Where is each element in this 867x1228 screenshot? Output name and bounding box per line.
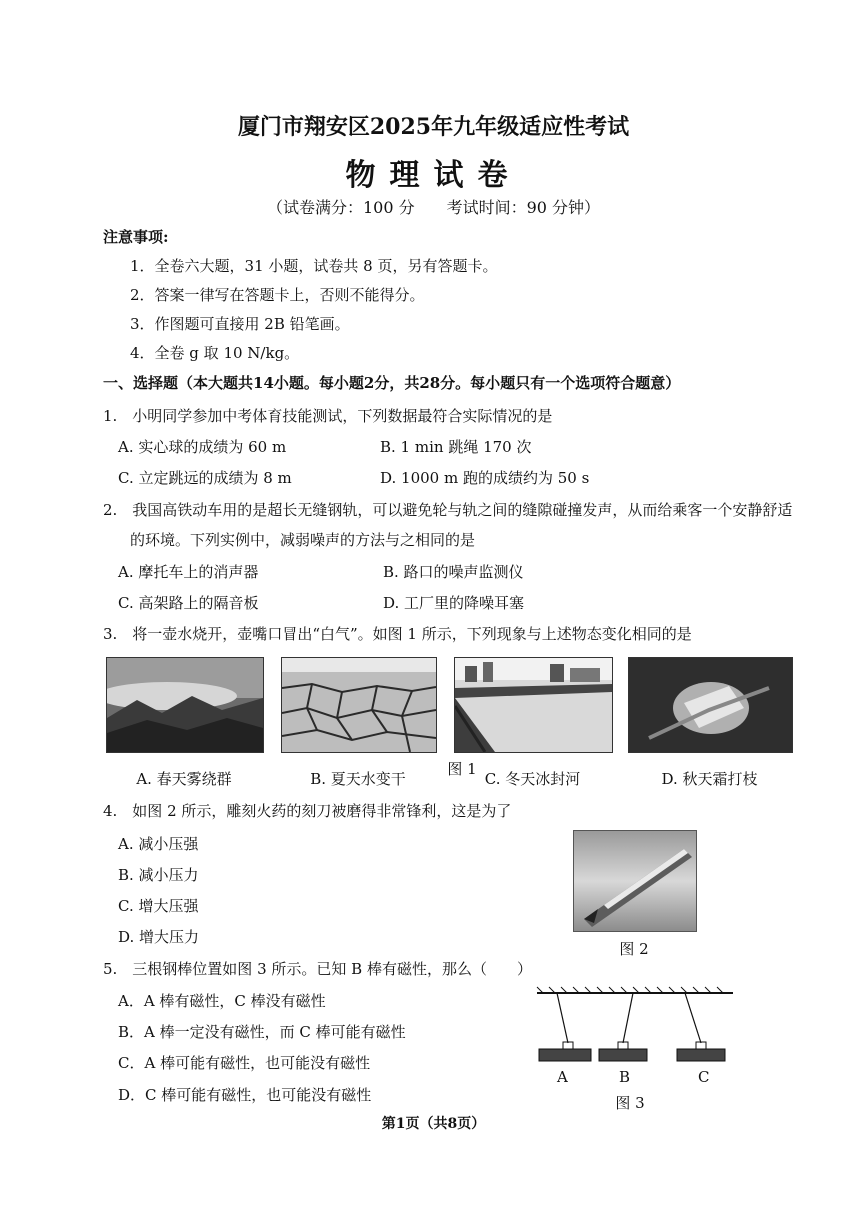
- question-2-stem: 2. 我国高铁动车用的是超长无缝钢轨，可以避免轮与轨之间的缝隙碰撞发声，从而给乘客一个安静舒适: [103, 501, 793, 519]
- notes-heading: 注意事项:: [103, 228, 169, 246]
- rod-label-a: A: [557, 1068, 568, 1086]
- figure-3-caption: 图 3: [615, 1094, 645, 1112]
- q5-option-b: B．A 棒一定没有磁性，而 C 棒可能有磁性: [118, 1023, 406, 1041]
- q1-option-a: A. 实心球的成绩为 60 m: [118, 438, 287, 456]
- q2-option-a: A. 摩托车上的消声器: [118, 563, 259, 581]
- q3-option-b: B. 夏天水变干: [310, 770, 406, 788]
- question-5-stem: 5. 三根钢棒位置如图 3 所示。已知 B 棒有磁性，那么（ ）: [103, 960, 532, 978]
- q2-option-d: D. 工厂里的降噪耳塞: [383, 594, 525, 612]
- question-3-stem: 3. 将一壶水烧开，壶嘴口冒出“白气”。如图 1 所示，下列现象与上述物态变化相同的是: [103, 625, 692, 643]
- q4-option-b: B. 减小压力: [118, 866, 199, 884]
- exam-title: 厦门市翔安区2025年九年级适应性考试: [237, 114, 630, 140]
- q1-option-c: C. 立定跳远的成绩为 8 m: [118, 469, 292, 487]
- q2-option-b: B. 路口的噪声监测仪: [383, 563, 524, 581]
- figure-2-caption: 图 2: [619, 940, 649, 958]
- q4-option-c: C. 增大压强: [118, 897, 199, 915]
- q3-option-c: C. 冬天冰封河: [484, 770, 581, 788]
- frozen-river-photo: [454, 657, 613, 753]
- q5-option-d: D．C 棒可能有磁性，也可能没有磁性: [118, 1086, 372, 1104]
- figure-1-caption: 图 1: [447, 760, 477, 778]
- note-item: 3．作图题可直接用 2B 铅笔画。: [130, 315, 350, 333]
- rod-label-c: C: [698, 1068, 710, 1086]
- question-1-stem: 1. 小明同学参加中考体育技能测试，下列数据最符合实际情况的是: [103, 407, 553, 425]
- steel-rods-diagram: [535, 985, 735, 1065]
- cracked-earth-photo: [281, 657, 437, 753]
- note-item: 2．答案一律写在答题卡上，否则不能得分。: [130, 286, 425, 304]
- rod-label-b: B: [619, 1068, 631, 1086]
- fog-mountains-photo: [106, 657, 264, 753]
- question-4-stem: 4. 如图 2 所示，雕刻火药的刻刀被磨得非常锋利，这是为了: [103, 802, 512, 820]
- exam-info: （试卷满分：100 分 考试时间：90 分钟）: [266, 198, 601, 217]
- q5-option-c: C．A 棒可能有磁性，也可能没有磁性: [118, 1054, 371, 1072]
- q3-option-d: D. 秋天霜打枝: [661, 770, 758, 788]
- q1-option-d: D. 1000 m 跑的成绩约为 50 s: [380, 469, 590, 487]
- q2-option-c: C. 高架路上的隔音板: [118, 594, 259, 612]
- q3-option-a: A. 春天雾绕群: [136, 770, 232, 788]
- q5-option-a: A．A 棒有磁性，C 棒没有磁性: [118, 992, 326, 1010]
- section-heading: 一、选择题（本大题共14小题。每小题2分，共28分。每小题只有一个选项符合题意）: [103, 374, 681, 392]
- page-footer: 第1页（共8页）: [381, 1116, 486, 1132]
- subject-title: 物理试卷: [345, 158, 522, 193]
- question-2-stem-cont: 的环境。下列实例中，减弱噪声的方法与之相同的是: [130, 531, 476, 549]
- q4-option-d: D. 增大压力: [118, 928, 200, 946]
- q1-option-b: B. 1 min 跳绳 170 次: [380, 438, 532, 456]
- note-item: 1．全卷六大题，31 小题，试卷共 8 页，另有答题卡。: [130, 257, 498, 275]
- note-item: 4．全卷 g 取 10 N/kg。: [130, 344, 300, 362]
- q4-option-a: A. 减小压强: [118, 835, 199, 853]
- carving-knife-photo: [573, 830, 697, 932]
- frost-branch-photo: [628, 657, 793, 753]
